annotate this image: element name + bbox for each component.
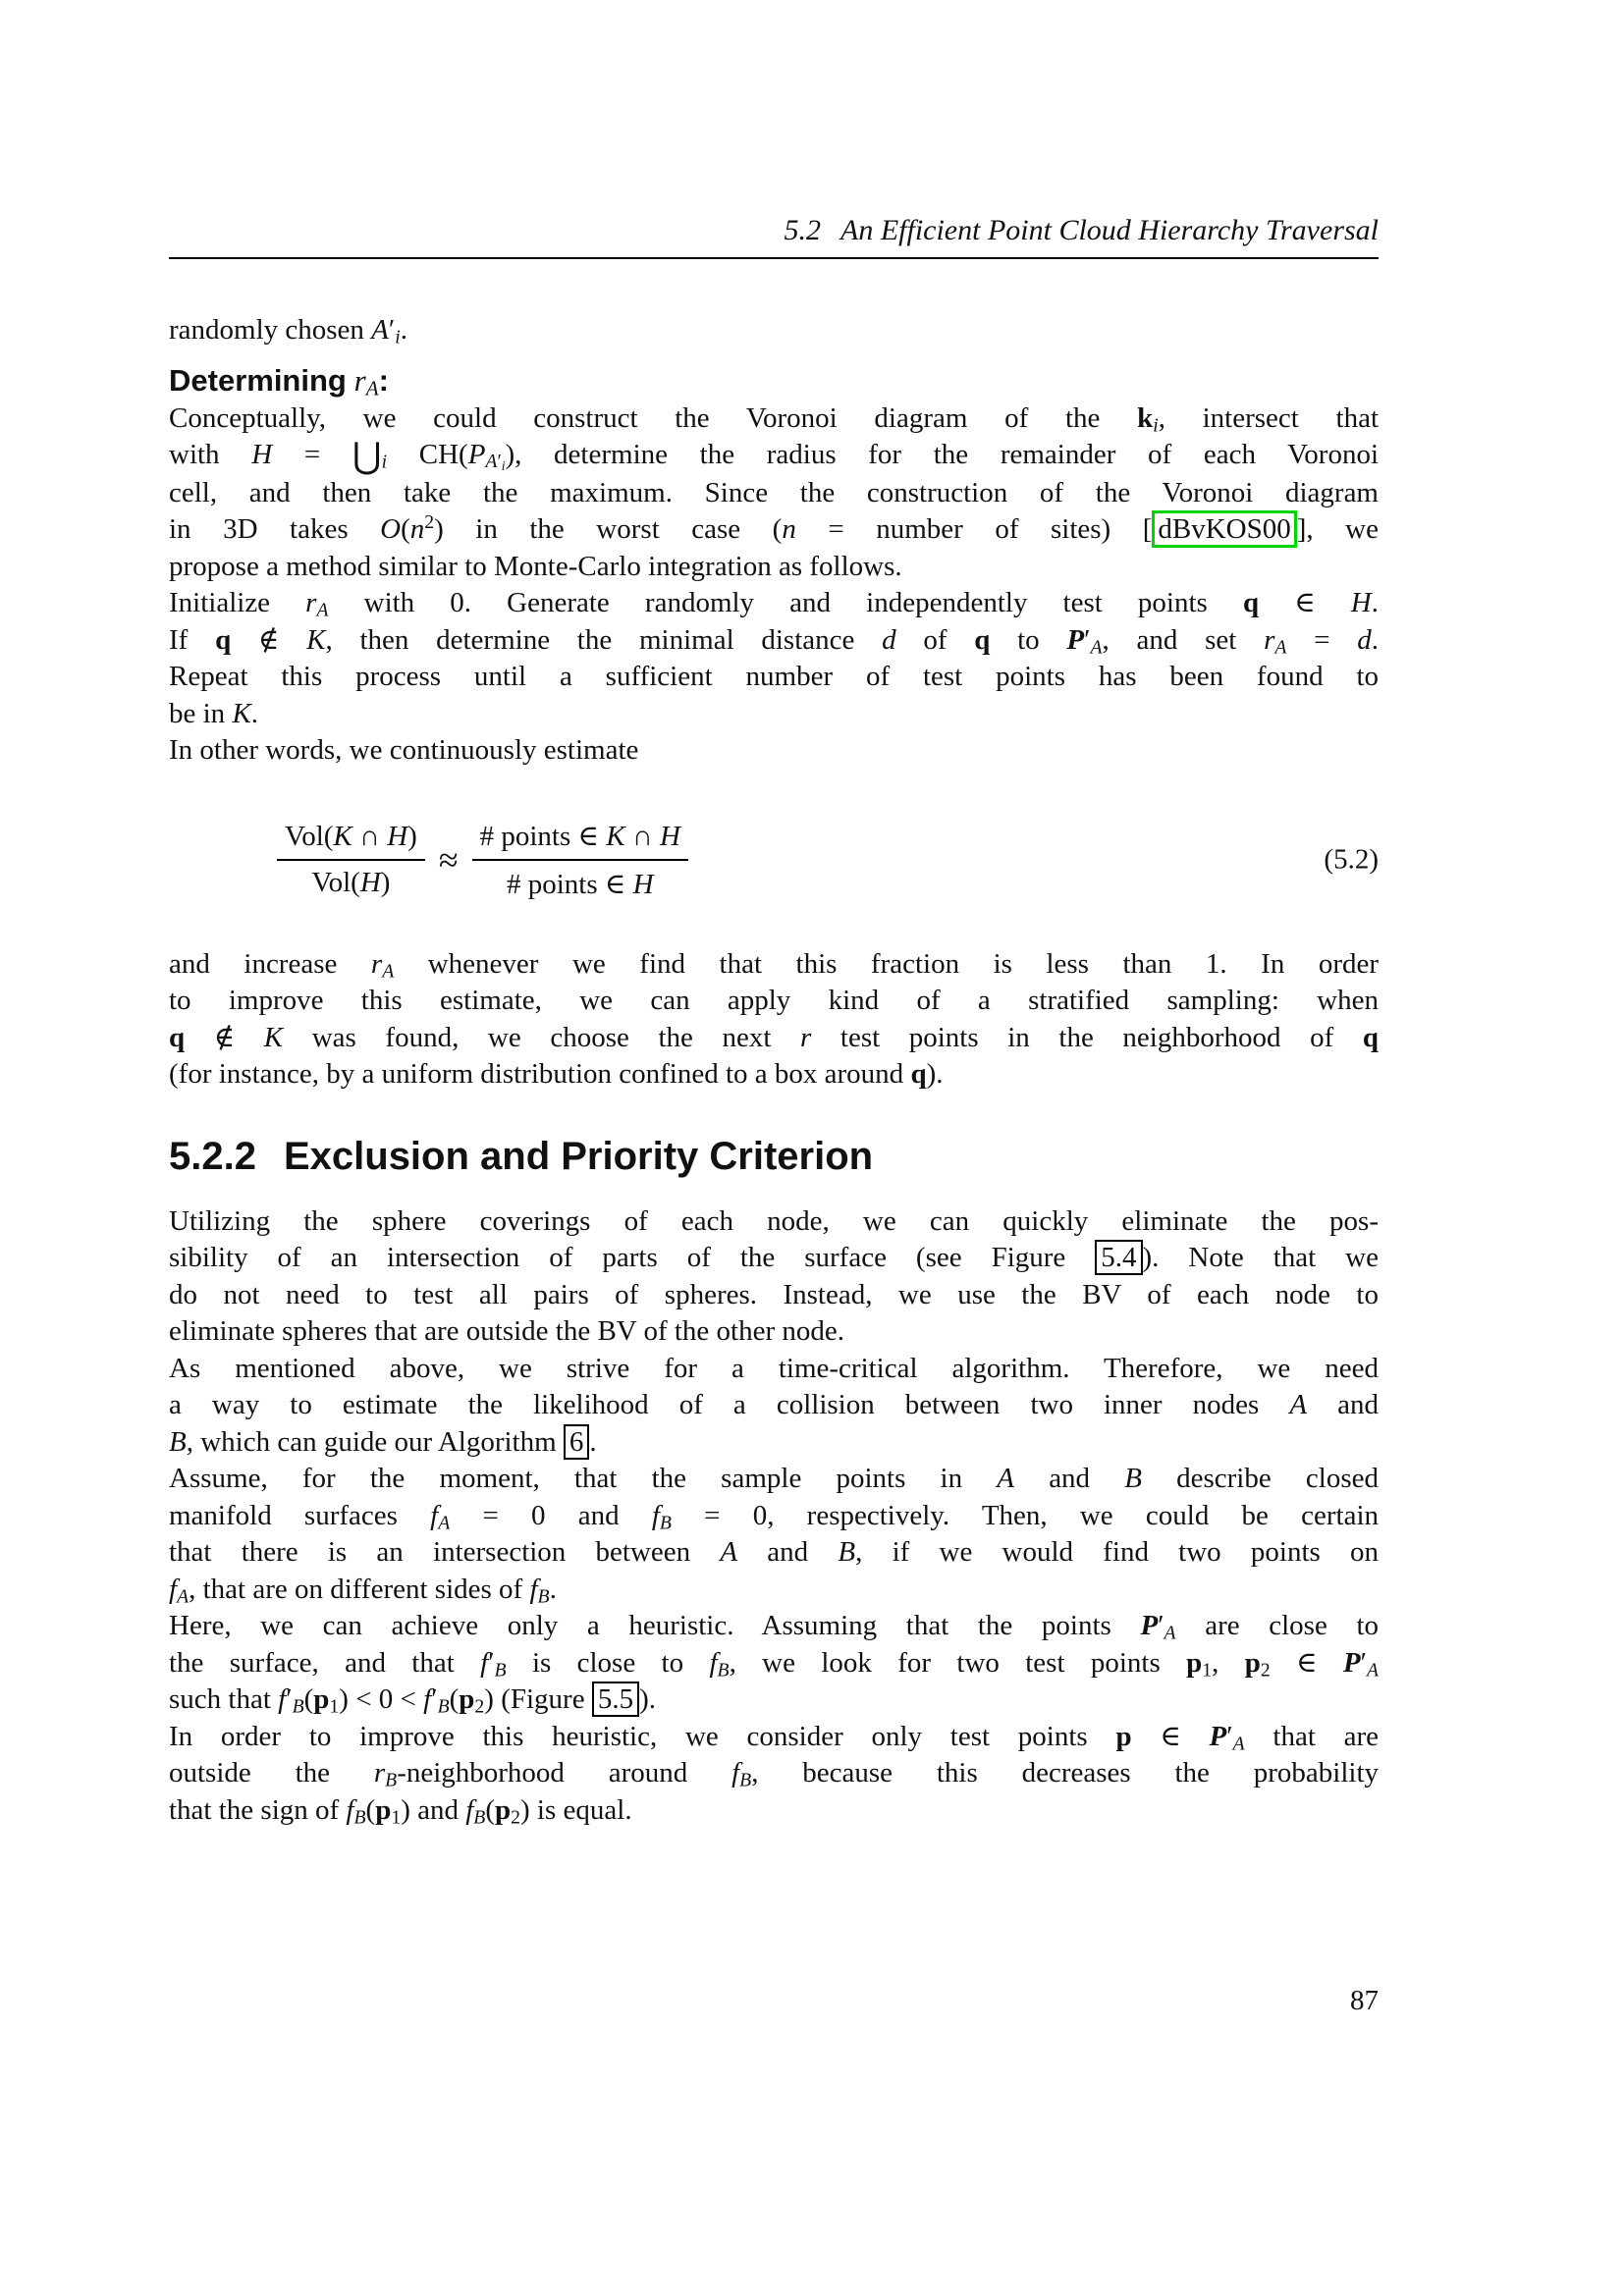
text-line: a way to estimate the likelihood of a collision between two inner nodes A and	[169, 1389, 1379, 1421]
paragraph-manifold-surfaces	[169, 1461, 1379, 1608]
running-header	[169, 214, 1379, 247]
text-line: the surface, and that $f'_B$ is close to $f_B$, we look for two test points $p_1$, $p_2$ ∈ $P'_A$	[169, 1646, 1380, 1682]
text-line: to improve this estimate, we can apply kind of a stratified sampling: when	[169, 985, 1379, 1017]
text-line: manifold surfaces $f_A = 0$ and $f_B = 0$, respectively. Then, we could be certain	[169, 1499, 1379, 1534]
text-line: Repeat this process until a sufficient number of test points has been found to	[169, 661, 1379, 693]
paragraph-monte-carlo	[169, 585, 1379, 732]
text-line: such that $f'_B(p_1) < 0 < f'_B(p_2)$ (Figure 5.5 ).	[169, 1683, 656, 1718]
cross-reference-link[interactable]: 5.5	[592, 1682, 639, 1717]
text-line: cell, and then take the maximum. Since the construction of the Voronoi diagram	[169, 476, 1379, 508]
text-line: do not need to test all pairs of spheres. Instead, we use the BV of each node to	[169, 1278, 1379, 1310]
text-line: Initialize $r_A$ with 0. Generate randomly and independently test points q ∈ H.	[169, 587, 1379, 621]
paragraph-voronoi-construction	[169, 400, 1379, 586]
running-header-section-title: An Efficient Point Cloud Hierarchy Traversal	[840, 214, 1379, 246]
paragraph-continuation	[169, 312, 1379, 349]
equation-lhs-denominator: Vol(H)	[277, 859, 425, 899]
text-line: outside the $r_B$-neighborhood around $f_B$, because this decreases the probability	[169, 1757, 1380, 1791]
page-number: 87	[1350, 1985, 1379, 2016]
text-line: B, which can guide our Algorithm 6 .	[169, 1425, 597, 1458]
text-block	[169, 214, 1379, 1829]
text-line: with $H = ⋃_i$ $CH(P_{A'_i})$, determine the radius for the remainder of each Voronoi	[169, 436, 1379, 476]
cross-reference-link[interactable]: 6	[564, 1424, 590, 1460]
text-line: sibility of an intersection of parts of the surface (see Figure 5.4 ). Note that we	[169, 1242, 1379, 1274]
paragraph-sphere-coverings	[169, 1203, 1379, 1351]
text-line: (for instance, by a uniform distribution confined to a box around q).	[169, 1058, 944, 1091]
running-header-section-number: 5.2	[784, 214, 821, 246]
text-line: $f_A$, that are on different sides of $f_B$.	[169, 1573, 557, 1608]
equation-rhs-fraction	[472, 819, 688, 901]
equation-rhs-denominator: # points ∈ H	[472, 859, 688, 901]
text-line: and increase $r_A$ whenever we find that this fraction is less than 1. In order	[169, 947, 1380, 983]
section-heading-title: Exclusion and Priority Criterion	[283, 1134, 874, 1178]
equation-rhs-numerator: # points ∈ K ∩ H	[479, 820, 680, 852]
approx-symbol: ≈	[438, 839, 459, 880]
text-line: Assume, for the moment, that the sample points in A and B describe closed	[169, 1463, 1379, 1495]
paragraph-improve-heuristic	[169, 1719, 1379, 1830]
section-heading-5-2-2	[169, 1133, 1379, 1180]
text-line: In order to improve this heuristic, we consider only test points p ∈ $P'_A$ that are	[169, 1720, 1380, 1755]
text-line: Conceptually, we could construct the Voronoi diagram of the $k_i$, intersect that	[169, 401, 1380, 436]
subheading-determining-ra: Determining $r_A$:	[169, 362, 389, 400]
citation-link[interactable]: dBvKOS00	[1152, 510, 1296, 548]
text-line: in 3D takes $O(n^2)$ in the worst case (n = number of sites) [ dBvKOS00 ], we	[169, 511, 1379, 549]
text-line: that there is an intersection between A and B, if we would find two points on	[169, 1536, 1380, 1569]
text-line: q ∉ K was found, we choose the next r test points in the neighborhood of q	[169, 1021, 1379, 1053]
text-line: In other words, we continuously estimate	[169, 734, 639, 767]
equation-number: (5.2)	[1324, 843, 1379, 876]
text-line: Here, we can achieve only a heuristic. Assuming that the points $P'_A$ are close to	[169, 1610, 1379, 1644]
text-line: eliminate spheres that are outside the BV of the other node.	[169, 1315, 845, 1348]
text-line: that the sign of $f_B(p_1)$ and $f_B(p_2)$ is equal.	[169, 1793, 632, 1829]
section-heading-number: 5.2.2	[169, 1134, 256, 1178]
text-line: propose a method similar to Monte-Carlo integration as follows.	[169, 550, 902, 582]
paragraph-estimate-intro	[169, 732, 1379, 770]
paragraph-heuristic	[169, 1608, 1379, 1719]
text-line: As mentioned above, we strive for a time-critical algorithm. Therefore, we need	[169, 1352, 1379, 1384]
text-line: randomly chosen $A'_i$.	[169, 314, 407, 348]
text-line: If q ∉ K, then determine the minimal distance d of q to $P'_A$, and set $r_A = d$.	[169, 623, 1379, 659]
paragraph-time-critical	[169, 1351, 1379, 1462]
equation-5-2	[277, 819, 1379, 901]
text-line: be in K.	[169, 697, 259, 729]
body-text	[169, 312, 1379, 1829]
header-rule	[169, 257, 1379, 259]
equation-lhs-fraction	[277, 821, 425, 899]
cross-reference-link[interactable]: 5.4	[1095, 1240, 1142, 1275]
equation-lhs-numerator: Vol(K ∩ H)	[285, 820, 417, 852]
text-line: Utilizing the sphere coverings of each node, we can quickly eliminate the pos-	[169, 1204, 1379, 1237]
paragraph-stratified-sampling	[169, 946, 1379, 1094]
